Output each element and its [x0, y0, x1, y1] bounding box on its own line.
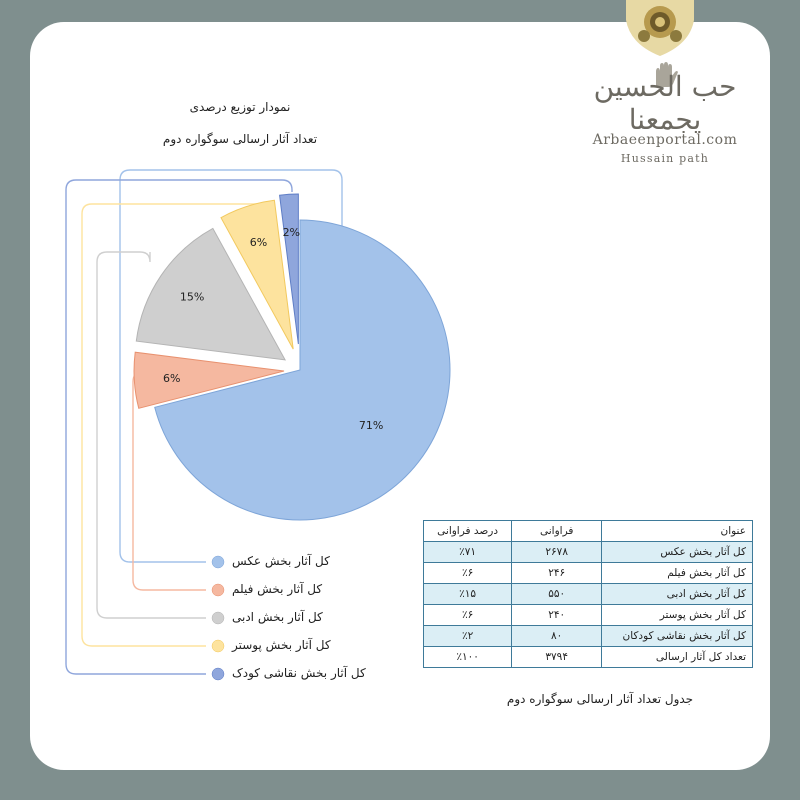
legend-label-1: کل آثار بخش فیلم [232, 582, 323, 596]
data-label-4: 2% [282, 225, 301, 239]
row-percent: ٪۲ [424, 626, 512, 647]
row-percent: ٪۷۱ [424, 542, 512, 563]
table-row [424, 563, 753, 584]
row-title: کل آثار بخش ادبی [602, 584, 753, 605]
legend-label-2: کل آثار بخش ادبی [232, 610, 323, 624]
row-frequency: ۲۴۰ [512, 605, 602, 626]
header-percent: درصد فراوانی [424, 521, 512, 542]
row-frequency: ۵۵۰ [512, 584, 602, 605]
data-label-0: 71% [358, 419, 384, 433]
chart-subtitle: تعداد آثار ارسالی سوگواره دوم [162, 132, 318, 146]
row-percent: ٪۶ [424, 563, 512, 584]
table-header-row [424, 521, 753, 542]
row-frequency: ۲۶۷۸ [512, 542, 602, 563]
table-caption: جدول تعداد آثار ارسالی سوگواره دوم [506, 692, 694, 706]
row-frequency: ۲۴۶ [512, 563, 602, 584]
data-label-1: 6% [163, 372, 181, 386]
row-percent: ٪۱۵ [424, 584, 512, 605]
row-title: کل آثار بخش نقاشی کودکان [602, 626, 753, 647]
row-title: کل آثار بخش پوستر [602, 605, 753, 626]
table-row [424, 605, 753, 626]
brand-subtitle: Hussain path [620, 152, 710, 165]
row-title: تعداد کل آثار ارسالی [602, 647, 753, 668]
row-frequency: ۳۷۹۴ [512, 647, 602, 668]
row-title: کل آثار بخش فیلم [602, 563, 753, 584]
table-row [424, 584, 753, 605]
data-label-3: 6% [249, 236, 268, 250]
legend-label-0: کل آثار بخش عکس [232, 554, 330, 568]
legend-label-4: کل آثار بخش نقاشی کودک [232, 666, 366, 680]
brand-script-title: حب الحسین یجمعنا [593, 70, 737, 136]
table-row [424, 647, 753, 668]
data-label-2: 15% [179, 290, 205, 304]
header-frequency: فراوانی [512, 521, 602, 542]
frequency-table [423, 520, 753, 668]
row-title: کل آثار بخش عکس [602, 542, 753, 563]
row-percent: ٪۱۰۰ [424, 647, 512, 668]
legend-marker-1 [212, 584, 224, 596]
brand-url: Arbaeenportal.com [592, 132, 738, 148]
legend-marker-0 [212, 556, 224, 568]
chart-title: نمودار توزیع درصدی [189, 100, 291, 114]
legend-marker-4 [212, 668, 224, 680]
row-percent: ٪۶ [424, 605, 512, 626]
legend-marker-3 [212, 640, 224, 652]
row-frequency: ۸۰ [512, 626, 602, 647]
table-row [424, 626, 753, 647]
header-title: عنوان [602, 521, 753, 542]
table-row [424, 542, 753, 563]
legend-marker-2 [212, 612, 224, 624]
legend-label-3: کل آثار بخش پوستر [232, 638, 331, 652]
